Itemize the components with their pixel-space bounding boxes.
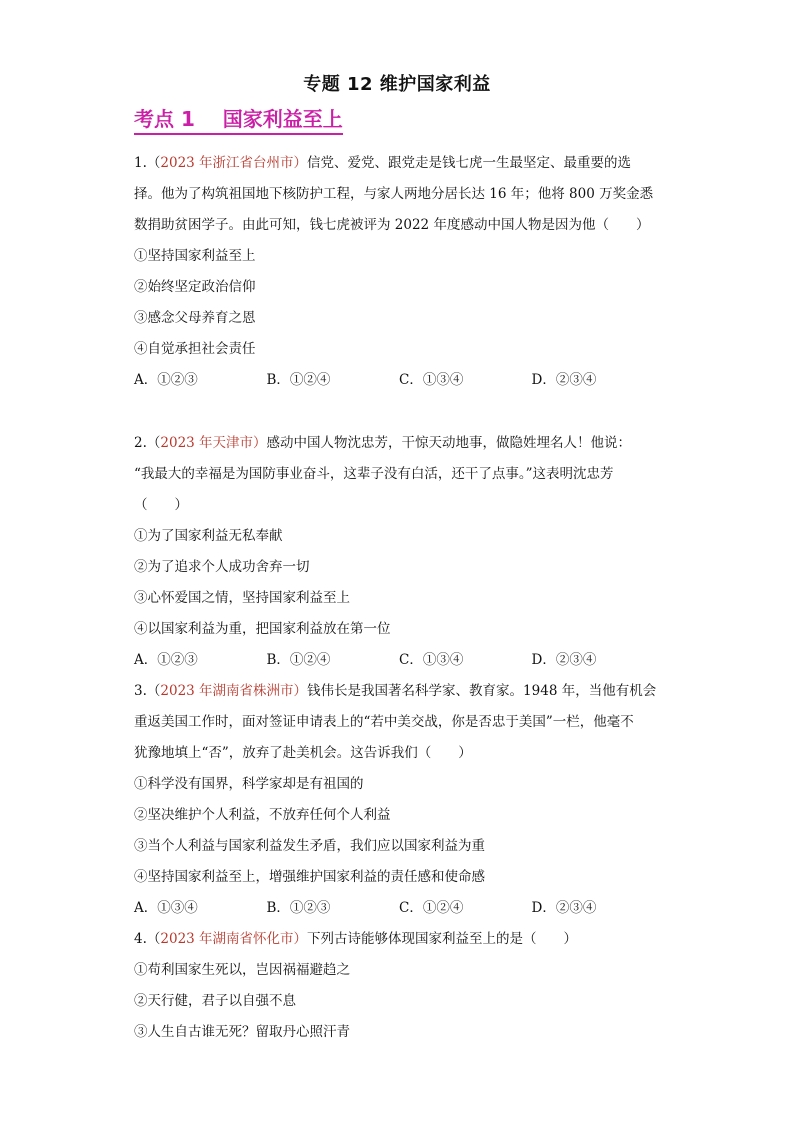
question-source: 2023 年浙江省台州市 xyxy=(160,155,294,171)
choice-c: C．①②④ xyxy=(399,900,464,916)
stem-line: 钱伟长是我国著名科学家、教育家。1948 年，当他有机会 xyxy=(307,683,657,699)
statement-option: ①坚持国家利益至上 xyxy=(134,248,256,264)
document-title: 专题 12 维护国家利益 xyxy=(303,74,491,95)
question-stem xyxy=(134,676,664,707)
statement-option: ②坚决维护个人利益，不放弃任何个人利益 xyxy=(134,807,391,823)
statement-option: ④以国家利益为重，把国家利益放在第一位 xyxy=(134,621,391,637)
statement-option: ①为了国家利益无私奉献 xyxy=(134,528,283,544)
stem-line: 感动中国人物沈忠芳，干惊天动地事，做隐姓埋名人！他说： xyxy=(266,435,632,451)
question-stem xyxy=(134,428,664,459)
answer-choices xyxy=(134,365,664,396)
stem-line: 择。他为了构筑祖国地下核防护工程，与家人两地分居长达 16 年；他将 800 万奖金悉 xyxy=(134,186,654,202)
statement-option: ③人生自古谁无死？留取丹心照汗青 xyxy=(134,1024,350,1040)
statement-option: ②为了追求个人成功舍弃一切 xyxy=(134,559,310,575)
statement-option: ④自觉承担社会责任 xyxy=(134,341,256,357)
question-source: 2023 年天津市 xyxy=(160,435,254,451)
choice-d: D．②③④ xyxy=(531,372,597,388)
source-bracket: ） xyxy=(293,155,308,171)
statement-option: ①苟利国家生死以，岂因祸福避趋之 xyxy=(134,962,350,978)
choice-b: B．①②③ xyxy=(266,900,331,916)
question-4 xyxy=(134,924,664,1048)
statement-option: ②始终坚定政治信仰 xyxy=(134,279,256,295)
question-3 xyxy=(134,676,664,924)
stem-line: 犹豫地填上“否”，放弃了赴美机会。这告诉我们（ ） xyxy=(134,745,472,761)
answer-choices xyxy=(134,893,664,924)
choice-b: B．①②④ xyxy=(266,372,331,388)
choice-d: D．②③④ xyxy=(531,652,597,668)
choice-a: A．①③④ xyxy=(134,900,198,916)
statement-option: ③感念父母养育之恩 xyxy=(134,310,256,326)
question-number: 2.（ xyxy=(134,435,161,451)
question-stem xyxy=(134,924,664,955)
spacer xyxy=(134,396,664,428)
question-source: 2023 年湖南省怀化市 xyxy=(160,931,294,947)
stem-line: 数捐助贫困学子。由此可知，钱七虎被评为 2022 年度感动中国人物是因为他（ ） xyxy=(134,217,650,233)
answer-choices xyxy=(134,645,664,676)
question-2 xyxy=(134,428,664,676)
source-bracket: ） xyxy=(253,435,267,451)
statement-option: ④坚持国家利益至上，增强维护国家利益的责任感和使命感 xyxy=(134,869,485,885)
question-source: 2023 年湖南省株洲市 xyxy=(160,683,294,699)
statement-option: ①科学没有国界，科学家却是有祖国的 xyxy=(134,776,364,792)
source-bracket: ） xyxy=(293,683,308,699)
question-number: 3.（ xyxy=(134,683,161,699)
statement-option: ②天行健，君子以自强不息 xyxy=(134,993,296,1009)
statement-option: ③当个人利益与国家利益发生矛盾，我们应以国家利益为重 xyxy=(134,838,485,854)
question-number: 1.（ xyxy=(134,155,161,171)
question-1 xyxy=(134,148,664,396)
choice-a: A．①②③ xyxy=(134,372,198,388)
stem-line: 重返美国工作时，面对签证申请表上的“若中美交战，你是否忠于美国”一栏，他毫不 xyxy=(134,714,634,730)
question-stem xyxy=(134,148,664,179)
statement-option: ③心怀爱国之情，坚持国家利益至上 xyxy=(134,590,350,606)
source-bracket: ） xyxy=(293,931,308,947)
choice-d: D．②③④ xyxy=(531,900,597,916)
choice-c: C．①③④ xyxy=(399,652,464,668)
question-number: 4.（ xyxy=(134,931,161,947)
choice-c: C．①③④ xyxy=(399,372,464,388)
choice-a: A．①②③ xyxy=(134,652,198,668)
section-title: 考点 1 国家利益至上 xyxy=(134,106,343,135)
choice-b: B．①②④ xyxy=(266,652,331,668)
question-list xyxy=(134,148,664,1048)
stem-line: 信党、爱党、跟党走是钱七虎一生最坚定、最重要的选 xyxy=(307,155,632,171)
stem-line: （ ） xyxy=(134,497,188,513)
stem-line: 下列古诗能够体现国家利益至上的是（ ） xyxy=(307,931,578,947)
stem-line: “我最大的幸福是为国防事业奋斗，这辈子没有白活，还干了点事。”这表明沈忠芳 xyxy=(134,466,614,482)
